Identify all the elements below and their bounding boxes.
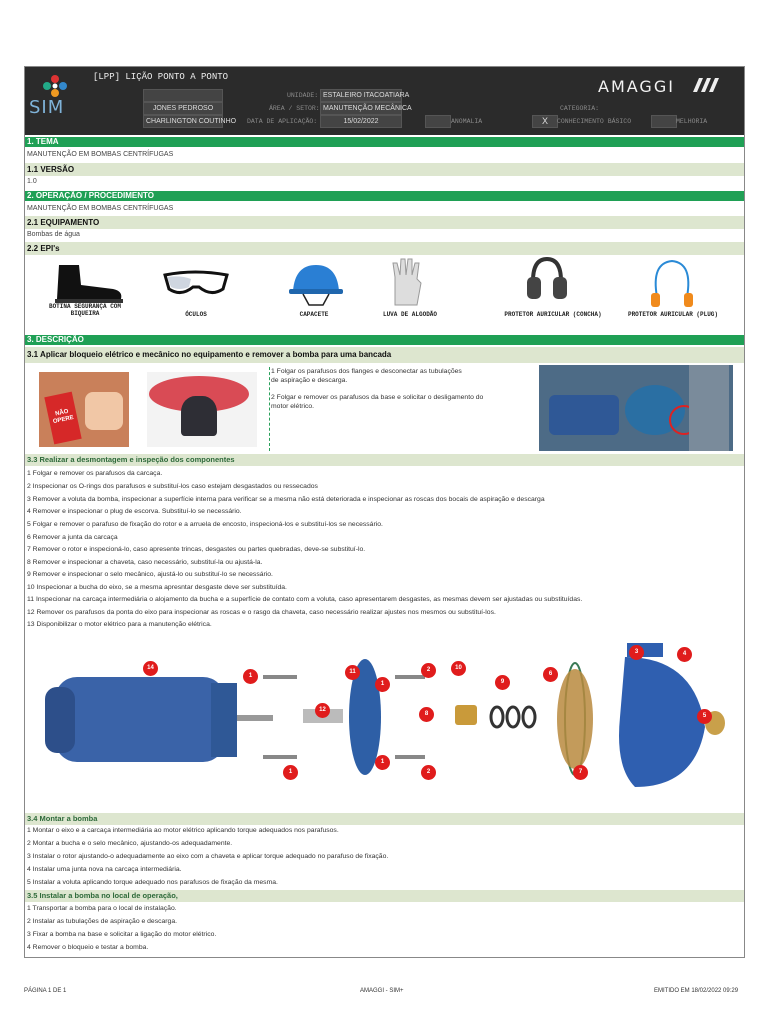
s33-step-5: 5 Folgar e remover o parafuso de fixação do rotor e a arruela de encosto, inspecioná-los e substituí-los se necessário. (27, 521, 383, 528)
data-label: DATA DE APLICAÇÃO: (247, 118, 318, 125)
epi-label-glove: LUVA DE ALGODÃO (382, 311, 437, 318)
epi-label-helmet: CAPACETE (299, 311, 329, 318)
sim-logo-icon (39, 73, 71, 99)
lockout-tag-text: NÃO OPERE (52, 408, 75, 426)
s33-step-7: 7 Remover o rotor e inspecioná-lo, caso apresente trincas, desgastes ou partes quebradas, deve-se substituí-lo. (27, 546, 366, 553)
callout-1: 1 (375, 677, 390, 692)
categoria-label: CATEGORIA: (560, 105, 600, 112)
s33-step-3: 3 Remover a voluta da bomba, inspecionar a superfície interna para verificar se a mesma não está deteriorada e inspecionar as roscas dos bocais de aspiração e descarga (27, 496, 545, 503)
pipe-shape (689, 365, 729, 451)
s34-step-1: 1 Montar o eixo e a carcaça intermediária ao motor elétrico aplicando torque adequados nos parafusos. (27, 827, 339, 834)
callout-4: 4 (677, 647, 692, 662)
s35-step-1: 1 Transportar a bomba para o local de instalação. (27, 905, 177, 912)
operacao-bar: 2. OPERAÇÃO / PROCEDIMENTO (25, 191, 744, 201)
callout-10: 10 (451, 661, 466, 676)
earplug-icon (647, 257, 697, 309)
s33-step-6: 6 Remover a junta da carcaça (27, 534, 118, 541)
lockout-photo (39, 372, 129, 447)
earmuff-icon (523, 257, 571, 309)
helmet-icon (289, 261, 343, 307)
motor-photo-shape (549, 395, 619, 435)
conhecimento-label: CONHECIMENTO BÁSICO (557, 118, 632, 125)
epi-label-earmuff: PROTETOR AURICULAR (CONCHA) (504, 311, 602, 318)
s33-step-13: 13 Disponibilizar o motor elétrico para a manutenção elétrica. (27, 621, 212, 628)
callout-12: 12 (315, 703, 330, 718)
callout-3: 3 (629, 645, 644, 660)
exploded-view-diagram (35, 637, 735, 807)
callout-11: 11 (345, 665, 360, 680)
header (25, 67, 744, 135)
equipamento-bar: 2.1 EQUIPAMENTO (25, 216, 744, 229)
person2-field: CHARLINGTON COUTINHO (143, 115, 223, 128)
s35-step-4: 4 Remover o bloqueio e testar a bomba. (27, 944, 149, 951)
tema-bar: 1. TEMA (25, 137, 744, 147)
callout-5: 5 (697, 709, 712, 724)
callout-9: 9 (495, 675, 510, 690)
callout-2: 2 (421, 663, 436, 678)
data-field: 15/02/2022 (320, 115, 402, 128)
divider-dashed (269, 367, 270, 451)
anomalia-label: ANOMALIA (451, 118, 483, 125)
s34-step-3: 3 Instalar o rotor ajustando-o adequadamente ao eixo com a chaveta e aplicar torque adequado no parafuso de fixação. (27, 853, 389, 860)
callout-6: 6 (543, 667, 558, 682)
glove-icon (387, 257, 427, 307)
callout-7: 7 (573, 765, 588, 780)
unidade-label: UNIDADE: (287, 92, 319, 99)
callout-14: 14 (143, 661, 158, 676)
lpp-sheet (24, 66, 745, 958)
s35-bar: 3.5 Instalar a bomba no local de operação, (25, 890, 744, 902)
footer-center: AMAGGI - SIM+ (360, 988, 404, 994)
s33-step-8: 8 Remover e inspecionar a chaveta, caso necessário, substituí-la ou ajustá-la. (27, 559, 263, 566)
epi-label-boot: BOTINA SEGURANÇA COM BIQUEIRA (48, 303, 121, 317)
anomalia-checkbox (425, 115, 451, 128)
glasses-icon (161, 267, 231, 303)
s34-step-4: 4 Instalar uma junta nova na carcaça intermediária. (27, 866, 182, 873)
brand-logo: AMAGGI (598, 77, 675, 96)
s33-step-10: 10 Inspecionar a bucha do eixo, se a mesma apresntar desgaste deve ser substituída. (27, 584, 287, 591)
field-blank (143, 89, 223, 102)
logo-text: SIM (29, 97, 65, 118)
s34-step-2: 2 Montar a bucha e o selo mecânico, ajustando-os adequadamente. (27, 840, 233, 847)
s31-step-1b: de aspiração e descarga. (271, 377, 348, 384)
callout-1: 1 (375, 755, 390, 770)
conhecimento-checkbox: X (532, 115, 558, 128)
callout-1: 1 (283, 765, 298, 780)
boot-icon (49, 261, 127, 305)
operacao-value: MANUTENÇÃO EM BOMBAS CENTRÍFUGAS (27, 205, 174, 212)
pump-removal-photo (147, 372, 257, 447)
callout-8: 8 (419, 707, 434, 722)
s33-step-2: 2 Inspecionar os O-rings dos parafusos e substituí-los caso estejam desgastados ou ressecados (27, 483, 318, 490)
s31-step-2b: motor elétrico. (271, 403, 315, 410)
footer-page: PÁGINA 1 DE 1 (24, 988, 67, 994)
melhoria-checkbox (651, 115, 677, 128)
s31-bar: 3.1 Aplicar bloqueio elétrico e mecânico no equipamento e remover a bomba para uma bancada (25, 347, 744, 363)
epi-label-glasses: ÓCULOS (185, 311, 207, 318)
s31-step-1: 1 Folgar os parafusos dos flanges e desconectar as tubulações (271, 368, 462, 375)
descricao-bar: 3. DESCRIÇÃO (25, 335, 744, 345)
hand-shape (85, 392, 123, 430)
area-label: ÁREA / SETOR: (269, 105, 320, 112)
s35-step-3: 3 Fixar a bomba na base e solicitar a ligação do motor elétrico. (27, 931, 217, 938)
s33-step-4: 4 Remover e inspecionar o plug de escorva. Substituí-lo se necessário. (27, 508, 242, 515)
s33-step-1: 1 Folgar e remover os parafusos da carcaça. (27, 470, 163, 477)
equipamento-value: Bombas de água (27, 231, 80, 238)
s35-step-2: 2 Instalar as tubulações de aspiração e descarga. (27, 918, 178, 925)
s33-step-12: 12 Remover os parafusos da ponta do eixo para inspecionar as roscas e o rasgo da chaveta, caso necessário realizar ajustes nos mesmos ou substituí-los. (27, 609, 496, 616)
s33-step-11: 11 Inspecionar na carcaça intermediária o alojamento da bucha e a superfície de contato com a voluta, caso apresentarem desgastes, as mesmas devem ser ajustadas ou substituídas. (27, 596, 583, 603)
epi-label-earplug: PROTETOR AURICULAR (PLUG) (627, 311, 718, 318)
footer-emitted: EMITIDO EM 18/02/2022 09:29 (654, 988, 739, 994)
lockout-tag (44, 392, 81, 445)
page-title: [LPP] LIÇÃO PONTO A PONTO (93, 72, 229, 82)
person1-field: JONES PEDROSO (143, 102, 223, 115)
s34-step-5: 5 Instalar a voluta aplicando torque adequado nos parafusos de fixação da mesma. (27, 879, 278, 886)
brand-stripes-icon (693, 78, 721, 92)
s33-bar: 3.3 Realizar a desmontagem e inspeção dos componentes (25, 454, 744, 466)
callout-1: 1 (243, 669, 258, 684)
unidade-field: ESTALEIRO ITACOATIARA (320, 89, 402, 102)
callout-2: 2 (421, 765, 436, 780)
s31-step-2: 2 Folgar e remover os parafusos da base e solicitar o desligamento do (271, 394, 484, 401)
tema-value: MANUTENÇÃO EM BOMBAS CENTRÍFUGAS (27, 151, 174, 158)
s34-bar: 3.4 Montar a bomba (25, 813, 744, 825)
s33-step-9: 9 Remover e inspecionar o selo mecânico, ajustá-lo ou substituí-lo se necessário. (27, 571, 273, 578)
epis-bar: 2.2 EPI's (25, 242, 744, 255)
melhoria-label: MELHORIA (676, 118, 708, 125)
area-field: MANUTENÇÃO MECÂNICA (320, 102, 402, 115)
pump-body (181, 396, 217, 436)
installed-pump-photo (539, 365, 733, 451)
versao-bar: 1.1 VERSÃO (25, 163, 744, 176)
versao-value: 1.0 (27, 178, 37, 185)
